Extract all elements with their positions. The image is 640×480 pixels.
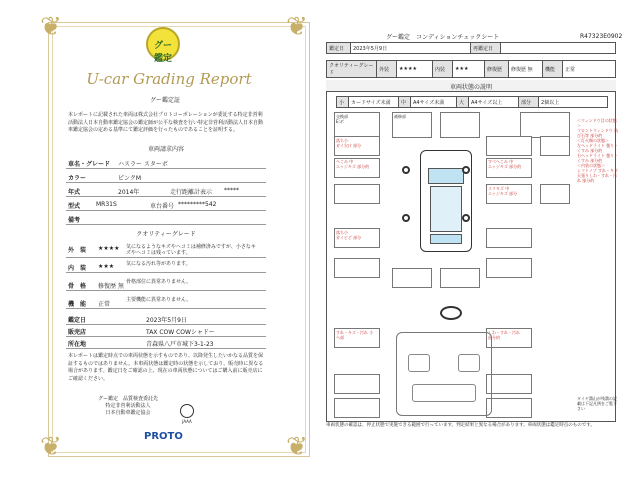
zone-box [440, 112, 480, 138]
zone-box [334, 258, 380, 278]
zone-box [334, 184, 380, 204]
address-row: 所在地 青森県八戸市城下3-1-23 [66, 336, 266, 349]
grade-table: クオリティーグレード 外装 ★★★★ 内装 ★★★ 修復歴 修復歴 無 機能 正常 [326, 60, 616, 78]
ornament-icon: ❦ [286, 432, 308, 462]
wheel-icon [402, 166, 410, 174]
certificate-inner-frame [52, 26, 306, 453]
report-title: U-car Grading Report [86, 70, 252, 88]
jaaa-logo [180, 404, 194, 418]
ornament-icon: ❦ [286, 12, 308, 42]
seat-icon [458, 354, 480, 372]
wheel-icon [462, 214, 470, 222]
roof-glass [430, 186, 462, 232]
function-row: 機 能 正常 主要機能に異常ありません。 [66, 296, 266, 309]
sheet-footer: 車両状態の確認は、停止状態で実施できる範囲で行っています。判定結果と異なる場合があります。車両状態は鑑定時点のものです。 [326, 423, 595, 428]
size-legend-table: 小 カードサイズ未満 中 A4サイズ未満 大 A4サイズ以上 部分 2個以上 [336, 96, 608, 108]
zone-box [486, 398, 532, 418]
car-interior-view [396, 332, 492, 416]
zone-box [486, 228, 532, 248]
windshield-glass [428, 168, 464, 184]
zone-box [486, 258, 532, 278]
zone-box [540, 136, 570, 156]
wheel-icon [462, 166, 470, 174]
color-row: カラー ピンクM [66, 170, 266, 183]
certificate-subtitle: グー鑑定証 [149, 97, 180, 104]
sheet-title: グー鑑定 コンディションチェックシート [386, 34, 500, 41]
remarks-row: 備考 [66, 212, 266, 225]
rear-glass [430, 234, 462, 244]
zone-box [392, 268, 432, 288]
intro-text: 本レポートに記載された車両は株式会社プロトコーポレーションが委託する特定非営利活動法人日本自動車鑑定協会の鑑定師が公平な検査を行い特定非営利活動法人日本自動車鑑定協会の定める基準にて鑑定評価を行ったものであることを証明する。 [68, 112, 264, 133]
year-row: 年式 2014年 走行距離計表示 ***** [66, 184, 266, 197]
zone-box [486, 136, 532, 156]
quality-section-title: クオリティーグレード [136, 231, 196, 238]
seat-icon [408, 354, 430, 372]
date-row: 鑑定日 2023年5月9日 [66, 312, 266, 325]
rear-seat-icon [412, 384, 476, 402]
zone-box [440, 268, 480, 288]
name-row: 車名・グレード ハスラー スターボ [66, 156, 266, 169]
zone-box [334, 398, 380, 418]
frame-row: 骨 格 修復歴 無 骨格部位に異常ありません。 [66, 278, 266, 291]
zone-box [540, 184, 570, 204]
disclaimer-text: 本レポートは鑑定時点での車両状態を示すものであり、以降発生したいかなる品質を保証するものではありません。本車両状態は鑑定時の状態を示しており、販売時に異なる場合があります。鑑定日をご確認の上、現在の車両状態についてはご購入前に販売店にご確認ください。 [68, 353, 264, 382]
diagram-title: 車両状態の説明 [326, 80, 616, 92]
condition-notes: ＜ウィンドウ目の状態＞ フロントウィンドウ 飛び石等 部分的 ＜灯火類の状態＞ 左ヘッドライト 曇り・くすみ 部分的 右ヘッドライト 曇り・くすみ 部分的 ＜内装の状態＞ シフトノブ すれ・キズ 天張りしわ・すれ・汚れ 部分的 [577, 118, 619, 183]
model-row: 型式 MR31S 車台番号 *********542 [66, 198, 266, 211]
date-table: 鑑定日 2023年5月9日 再鑑定日 [326, 42, 616, 54]
steering-wheel-icon [440, 306, 462, 320]
zone-box [334, 374, 380, 394]
store-row: 販売店 TAX COW COWシャドー [66, 324, 266, 337]
ornament-icon: ❦ [40, 432, 62, 462]
zone-box [486, 374, 532, 394]
exterior-row: 外 装 ★★★★ 気になるようなキズやヘコミは補修済みですが、小さなキズやヘコミは残っています。 [66, 242, 266, 258]
zone-box [520, 112, 570, 138]
wheel-icon [402, 214, 410, 222]
proto-logo: PROTO [144, 431, 183, 442]
issuer-text: グー鑑定 品質検査委託先 特定非営利活動法人 日本自動車鑑定協会 [98, 396, 159, 416]
jaaa-label: JAAA [182, 419, 192, 424]
ornament-icon: ❦ [40, 12, 62, 42]
sheet-id: R47323E0902 [580, 33, 623, 40]
vehicle-section-title: 車両請求内容 [147, 146, 184, 153]
badge-label: グー鑑定 [154, 41, 173, 64]
interior-row: 内 装 ★★★ 気になる汚れ等があります。 [66, 260, 266, 273]
goo-appraisal-logo [146, 27, 180, 64]
tire-note: タイヤ溝山が残溝の記載は下記凡例をご覧下さい [577, 396, 617, 411]
